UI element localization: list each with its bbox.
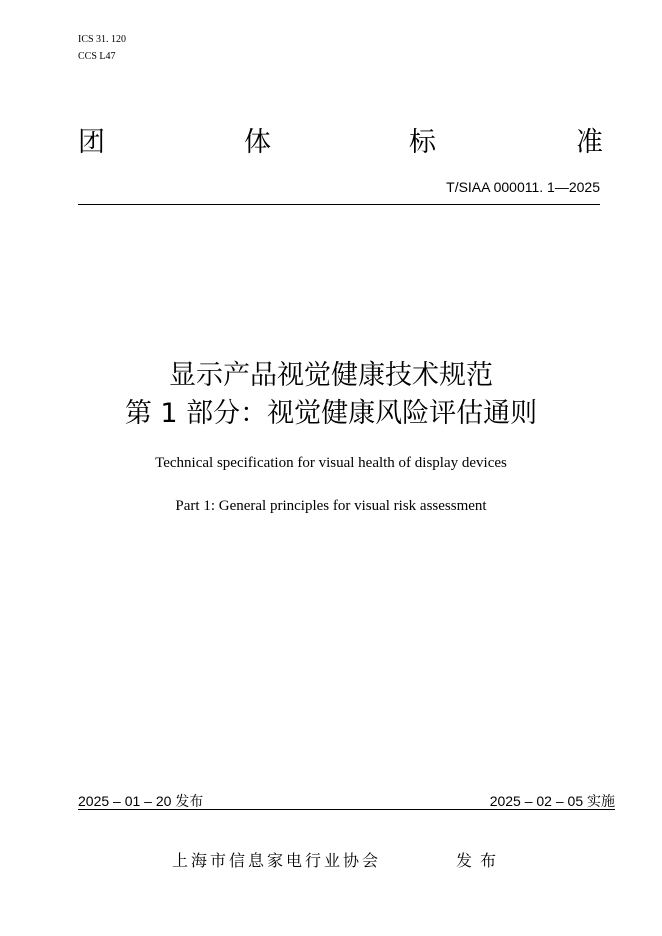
chinese-title-line-2: 第 1 部分：视觉健康风险评估通则 — [124, 398, 538, 429]
standard-type-char-2: 体 — [244, 127, 271, 158]
publish-label: 发布 — [456, 851, 505, 870]
top-divider — [78, 204, 600, 205]
standard-type-char-3: 标 — [409, 127, 436, 158]
standard-type-char-1: 团 — [78, 127, 105, 158]
chinese-title-line-1: 显示产品视觉健康技术规范 — [169, 360, 493, 391]
english-title-line-1: Technical specification for visual health of display devices — [155, 455, 507, 471]
publisher-name: 上海市信息家电行业协会 — [172, 851, 382, 870]
english-title-line-2: Part 1: General principles for visual risk assessment — [175, 498, 487, 514]
publish-date: 2025 – 01 – 20 发布 — [78, 793, 204, 809]
implementation-date: 2025 – 02 – 05 实施 — [489, 793, 615, 809]
ccs-code: CCS L47 — [78, 51, 116, 62]
standard-type-char-4: 准 — [576, 127, 603, 158]
standard-number: T/SIAA 000011. 1—2025 — [446, 179, 600, 195]
bottom-divider — [78, 809, 615, 810]
ics-code: ICS 31. 120 — [78, 34, 127, 45]
